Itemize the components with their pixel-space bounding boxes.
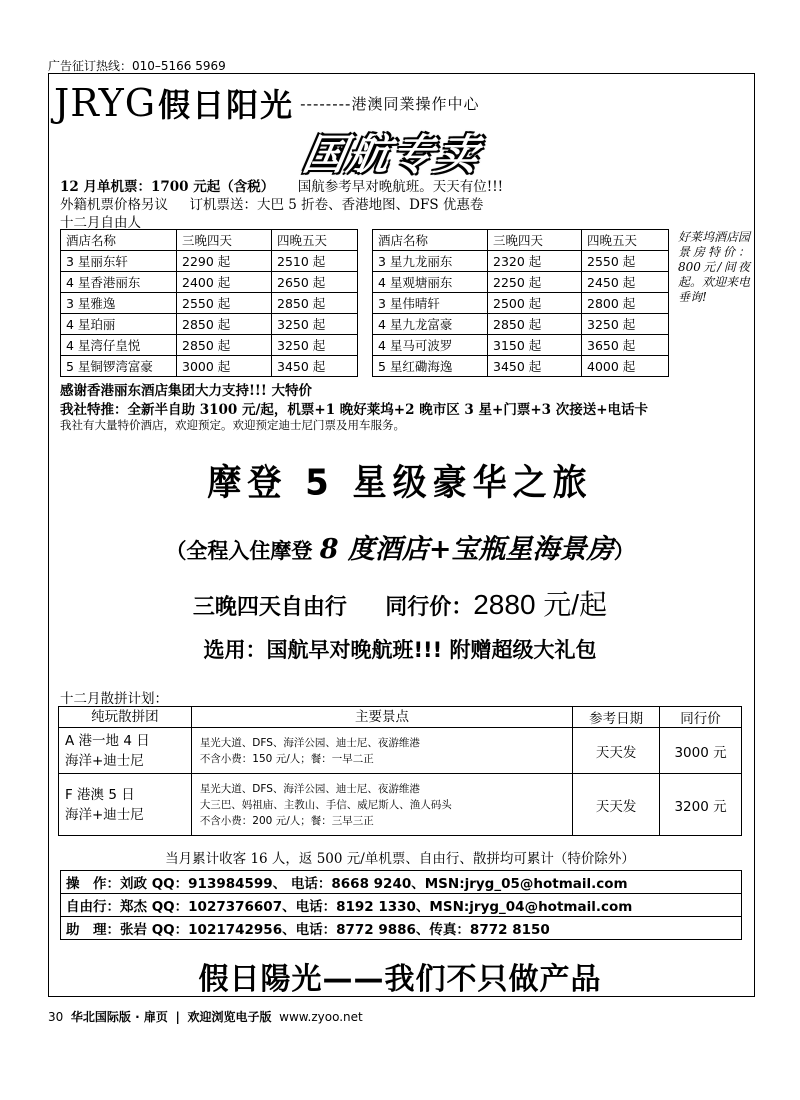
table-cell: 3450 起	[272, 356, 358, 377]
table-cell: 4 星九龙富豪	[373, 314, 488, 335]
footer-separator: |	[175, 1010, 180, 1024]
table-cell: 3150 起	[488, 335, 582, 356]
table-row	[61, 251, 358, 272]
plan-price: 3000 元	[660, 728, 742, 774]
table-row	[373, 356, 669, 377]
table-cell: 4 星马可波罗	[373, 335, 488, 356]
special-line: 我社特推：全新半自助 3100 元/起，机票+1 晚好莱坞+2 晚市区 3 星+门票+3 次接送+电话卡	[60, 402, 649, 418]
slogan: 假日陽光——我们不只做产品	[198, 962, 602, 997]
table-cell: 4 星珀丽	[61, 314, 177, 335]
table-cell: 2850 起	[177, 314, 272, 335]
footer-welcome: 欢迎浏览电子版	[187, 1010, 272, 1024]
hollywood-side-note: 好莱坞酒店园景房特价：800元/间夜起。欢迎来电垂询!	[678, 230, 751, 304]
plan-name	[59, 728, 192, 774]
footer-url[interactable]: www.zyoo.net	[279, 1010, 363, 1024]
table-cell: 2400 起	[177, 272, 272, 293]
table-cell: 2510 起	[272, 251, 358, 272]
intro-line-1: 12 月单机票：1700 元起（含税） 国航参考早对晚航班。天天有位!!!	[60, 179, 504, 195]
plan-spots	[191, 728, 572, 774]
table-header: 同行价	[660, 707, 742, 728]
table-header-row	[373, 230, 669, 251]
table-row	[61, 335, 358, 356]
table-cell: 2550 起	[582, 251, 669, 272]
logo-en: JRYG	[54, 81, 157, 125]
hotel-table-left	[60, 229, 358, 377]
table-row	[61, 314, 358, 335]
table-cell: 4 星香港丽东	[61, 272, 177, 293]
table-header: 四晚五天	[582, 230, 669, 251]
table-cell: 3650 起	[582, 335, 669, 356]
table-header: 纯玩散拼团	[59, 707, 192, 728]
table-cell: 2290 起	[177, 251, 272, 272]
ad-hotline: 广告征订热线：010–5166 5969	[48, 59, 226, 73]
special-note: 我社有大量特价酒店，欢迎预定。欢迎预定迪士尼门票及用车服务。	[60, 418, 405, 432]
thanks-line: 感谢香港丽东酒店集团大力支持!!! 大特价	[60, 383, 312, 399]
intro-line-3: 十二月自由人	[60, 215, 141, 231]
table-cell: 4 星观塘丽东	[373, 272, 488, 293]
summary-line: 当月累计收客 16 人，返 500 元/单机票、自由行、散拼均可累计（特价除外）	[165, 851, 635, 867]
table-cell: 3 星九龙丽东	[373, 251, 488, 272]
plan-table	[58, 706, 742, 836]
table-cell: 5 星红磡海逸	[373, 356, 488, 377]
table-header: 三晚四天	[177, 230, 272, 251]
table-cell: 3250 起	[272, 314, 358, 335]
contact-fit: 自由行：郑杰 QQ：1027376607、电话：8192 1330、MSN:jryg_04@hotmail.com	[61, 894, 742, 917]
plan-name	[59, 774, 192, 836]
hotel-table-right	[372, 229, 669, 377]
plan-spots-line: 大三巴、妈祖庙、主教山、手信、威尼斯人、渔人码头	[199, 798, 452, 811]
plan-spots-line: 星光大道、DFS、海洋公园、迪士尼、夜游维港	[199, 782, 420, 795]
table-cell: 2500 起	[488, 293, 582, 314]
table-row	[61, 293, 358, 314]
plan-date: 天天发	[573, 774, 660, 836]
table-cell: 3250 起	[272, 335, 358, 356]
contact-assistant: 助 理：张岩 QQ：1021742956、电话：8772 9886、传真：8772 8150	[61, 917, 742, 940]
table-cell: 5 星铜锣湾富豪	[61, 356, 177, 377]
plan-name-line: A 港一地 4 日	[65, 732, 150, 749]
promo-flight-line: 选用：国航早对晚航班!!! 附赠超级大礼包	[203, 638, 597, 662]
table-row	[373, 251, 669, 272]
table-row	[61, 272, 358, 293]
table-header-row	[61, 230, 358, 251]
table-row	[373, 314, 669, 335]
table-header: 酒店名称	[373, 230, 488, 251]
plan-spots-line: 星光大道、DFS、海洋公园、迪士尼、夜游维港	[199, 736, 420, 749]
table-row	[373, 293, 669, 314]
plan-spots	[191, 774, 572, 836]
tagline: --------港澳同業操作中心	[300, 94, 480, 113]
table-cell: 2850 起	[272, 293, 358, 314]
logo-cn: 假日阳光	[158, 86, 295, 124]
table-row	[61, 894, 742, 917]
table-header: 参考日期	[573, 707, 660, 728]
table-header-row	[59, 707, 742, 728]
intro-line-2: 外籍机票价格另议 订机票送：大巴 5 折卷、香港地图、DFS 优惠卷	[60, 197, 484, 213]
table-header: 主要景点	[191, 707, 572, 728]
table-cell: 3450 起	[488, 356, 582, 377]
table-header: 四晚五天	[272, 230, 358, 251]
plan-price: 3200 元	[660, 774, 742, 836]
plan-name-line: 海洋+迪士尼	[65, 752, 144, 769]
promo-price-line: 三晚四天自由行 同行价：2880 元/起	[192, 589, 608, 620]
plan-name-line: 海洋+迪士尼	[65, 806, 144, 823]
table-cell: 3250 起	[582, 314, 669, 335]
table-row	[373, 335, 669, 356]
plan-spots-line: 不含小费：200 元/人；餐：三早三正	[199, 814, 374, 827]
table-cell: 3 星伟晴轩	[373, 293, 488, 314]
table-row	[61, 871, 742, 894]
table-cell: 2450 起	[582, 272, 669, 293]
plan-spots-line: 不含小费：150 元/人；餐：一早二正	[199, 752, 374, 765]
table-cell: 2250 起	[488, 272, 582, 293]
table-cell: 4000 起	[582, 356, 669, 377]
table-row	[59, 774, 742, 836]
table-header: 酒店名称	[61, 230, 177, 251]
table-cell: 2850 起	[177, 335, 272, 356]
table-cell: 2650 起	[272, 272, 358, 293]
plan-name-line: F 港澳 5 日	[65, 786, 135, 803]
table-row	[59, 728, 742, 774]
contact-table	[60, 870, 742, 940]
table-cell: 3 星雅逸	[61, 293, 177, 314]
logo	[54, 78, 479, 128]
promo-subtitle: （全程入住摩登 8 度酒店+宝瓶星海景房）	[165, 534, 635, 565]
footer	[48, 1008, 363, 1025]
table-cell: 2550 起	[177, 293, 272, 314]
table-cell: 2320 起	[488, 251, 582, 272]
table-cell: 3000 起	[177, 356, 272, 377]
table-row	[61, 917, 742, 940]
table-row	[373, 272, 669, 293]
footer-section: 华北国际版 · 扉页	[70, 1010, 168, 1024]
page-number: 30	[48, 1010, 64, 1024]
table-row	[61, 356, 358, 377]
table-cell: 4 星湾仔皇悦	[61, 335, 177, 356]
plan-date: 天天发	[573, 728, 660, 774]
plan-heading: 十二月散拼计划：	[60, 691, 168, 707]
table-cell: 2850 起	[488, 314, 582, 335]
table-header: 三晚四天	[488, 230, 582, 251]
promo-title: 摩登 5 星级豪华之旅	[207, 462, 593, 505]
contact-operator: 操 作：刘政 QQ：913984599、 电话：8668 9240、MSN:jryg_05@hotmail.com	[61, 871, 742, 894]
table-cell: 2800 起	[582, 293, 669, 314]
banner-title: 国航专卖	[299, 130, 485, 179]
table-cell: 3 星丽东轩	[61, 251, 177, 272]
